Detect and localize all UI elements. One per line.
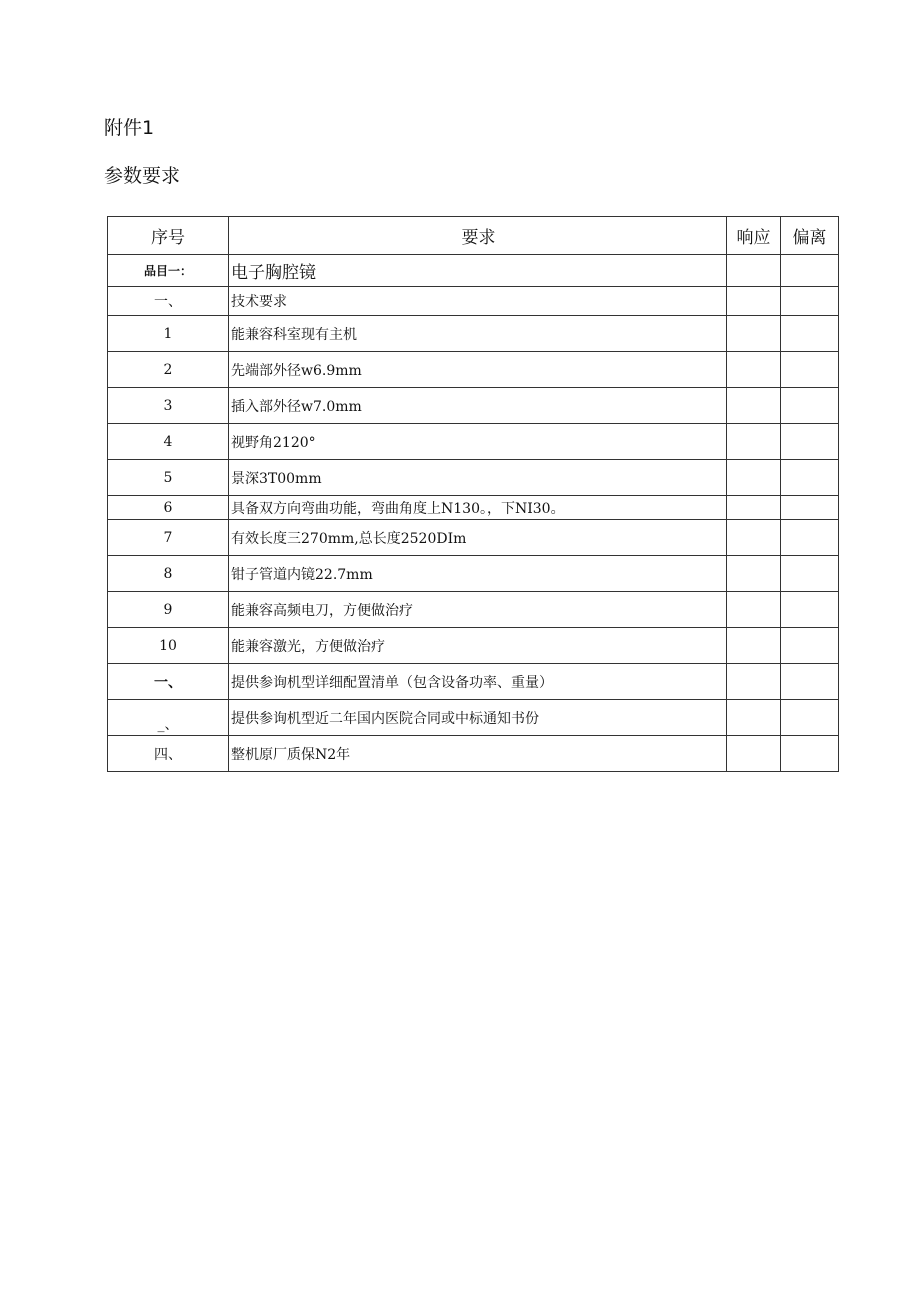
row-no: 6 bbox=[108, 496, 229, 520]
row-requirement: 能兼容高频电刀，方便做治疗 bbox=[229, 592, 727, 628]
response-cell[interactable] bbox=[727, 736, 781, 772]
requirements-table bbox=[107, 216, 839, 772]
deviation-cell[interactable] bbox=[781, 424, 839, 460]
table-row bbox=[108, 424, 839, 460]
table-row bbox=[108, 316, 839, 352]
table-row bbox=[108, 352, 839, 388]
deviation-cell[interactable] bbox=[781, 700, 839, 736]
row-no bbox=[108, 700, 229, 736]
response-cell[interactable] bbox=[727, 496, 781, 520]
row-requirement: 具备双方向弯曲功能，弯曲角度上N130。，下NI30。 bbox=[229, 496, 727, 520]
deviation-cell[interactable] bbox=[781, 460, 839, 496]
row-no: 5 bbox=[108, 460, 229, 496]
item-no: 品目一： bbox=[108, 255, 229, 287]
row-no: 10 bbox=[108, 628, 229, 664]
deviation-cell[interactable] bbox=[781, 255, 839, 287]
response-cell[interactable] bbox=[727, 700, 781, 736]
row-no: 一、 bbox=[108, 664, 229, 700]
table-row bbox=[108, 664, 839, 700]
attachment-label: 附件1 bbox=[104, 117, 155, 139]
row-requirement: 钳子管道内镜22.7mm bbox=[229, 556, 727, 592]
response-cell[interactable] bbox=[727, 460, 781, 496]
header-requirement: 要求 bbox=[229, 217, 727, 255]
section-title: 参数要求 bbox=[104, 165, 181, 187]
item-name: 电子胸腔镜 bbox=[229, 255, 727, 287]
row-no: 1 bbox=[108, 316, 229, 352]
deviation-cell[interactable] bbox=[781, 736, 839, 772]
table-row bbox=[108, 520, 839, 556]
row-requirement: 视野角2120° bbox=[229, 424, 727, 460]
deviation-cell[interactable] bbox=[781, 556, 839, 592]
row-requirement: 能兼容科室现有主机 bbox=[229, 316, 727, 352]
row-no: 8 bbox=[108, 556, 229, 592]
table-row bbox=[108, 628, 839, 664]
response-cell[interactable] bbox=[727, 388, 781, 424]
table-row bbox=[108, 388, 839, 424]
row-no: 7 bbox=[108, 520, 229, 556]
row-no: 四、 bbox=[108, 736, 229, 772]
row-requirement: 有效长度三270mm,总长度2520DIm bbox=[229, 520, 727, 556]
deviation-cell[interactable] bbox=[781, 628, 839, 664]
header-no: 序号 bbox=[108, 217, 229, 255]
deviation-cell[interactable] bbox=[781, 316, 839, 352]
row-requirement: 提供参询机型近二年国内医院合同或中标通知书份 bbox=[229, 700, 727, 736]
row-requirement: 能兼容激光，方便做治疗 bbox=[229, 628, 727, 664]
response-cell[interactable] bbox=[727, 316, 781, 352]
response-cell[interactable] bbox=[727, 628, 781, 664]
deviation-cell[interactable] bbox=[781, 664, 839, 700]
table-row bbox=[108, 496, 839, 520]
row-no: 9 bbox=[108, 592, 229, 628]
response-cell[interactable] bbox=[727, 520, 781, 556]
header-deviation: 偏离 bbox=[781, 217, 839, 255]
deviation-cell[interactable] bbox=[781, 496, 839, 520]
table-row bbox=[108, 460, 839, 496]
row-requirement: 技术要求 bbox=[229, 287, 727, 316]
header-response: 响应 bbox=[727, 217, 781, 255]
row-no: 一、 bbox=[108, 287, 229, 316]
response-cell[interactable] bbox=[727, 424, 781, 460]
deviation-cell[interactable] bbox=[781, 388, 839, 424]
row-requirement: 先端部外径w6.9mm bbox=[229, 352, 727, 388]
response-cell[interactable] bbox=[727, 352, 781, 388]
deviation-cell[interactable] bbox=[781, 287, 839, 316]
response-cell[interactable] bbox=[727, 592, 781, 628]
response-cell[interactable] bbox=[727, 287, 781, 316]
row-requirement: 景深3T00mm bbox=[229, 460, 727, 496]
item-row bbox=[108, 255, 839, 287]
table-row bbox=[108, 700, 839, 736]
row-no-text: _、 bbox=[157, 716, 179, 733]
row-requirement: 提供参询机型详细配置清单（包含设备功率、重量） bbox=[229, 664, 727, 700]
row-no: 3 bbox=[108, 388, 229, 424]
response-cell[interactable] bbox=[727, 556, 781, 592]
table-row bbox=[108, 287, 839, 316]
table-row bbox=[108, 592, 839, 628]
table-row bbox=[108, 556, 839, 592]
table-header-row bbox=[108, 217, 839, 255]
deviation-cell[interactable] bbox=[781, 592, 839, 628]
deviation-cell[interactable] bbox=[781, 352, 839, 388]
row-no: 4 bbox=[108, 424, 229, 460]
response-cell[interactable] bbox=[727, 255, 781, 287]
deviation-cell[interactable] bbox=[781, 520, 839, 556]
response-cell[interactable] bbox=[727, 664, 781, 700]
row-no: 2 bbox=[108, 352, 229, 388]
row-requirement: 整机原厂质保N2年 bbox=[229, 736, 727, 772]
table-row bbox=[108, 736, 839, 772]
row-requirement: 插入部外径w7.0mm bbox=[229, 388, 727, 424]
